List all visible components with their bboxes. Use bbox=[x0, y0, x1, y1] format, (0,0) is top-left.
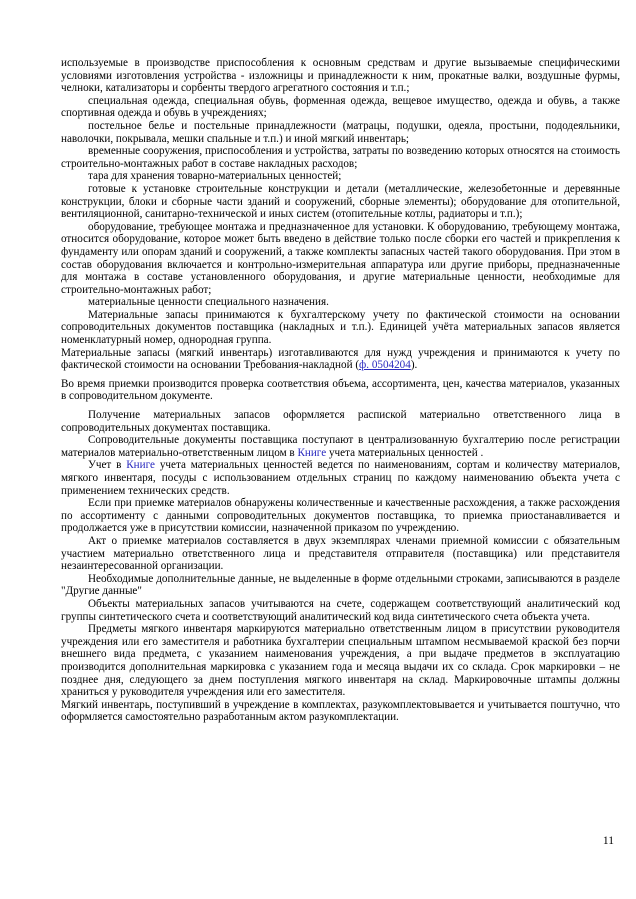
form-0504204-link[interactable]: ф. 0504204 bbox=[359, 359, 411, 372]
paragraph-soft-inventory-text: Материальные запасы (мягкий инвентарь) изготавливаются для нужд учреждения и принимаются к учету по фактической стоимости на основании Требования-накладной ( bbox=[61, 346, 620, 372]
paragraph-1: используемые в производстве приспособления к основным средствам и другие вызываемые специфическими условиями изготовления устройства - изложницы и принадлежности к ним, прокатные валки, воздушные фурмы, челноки, катализаторы и сорбенты твердого агрегатного состояния и т.п.; bbox=[61, 57, 620, 95]
paragraph-supplier-documents bbox=[61, 434, 620, 459]
paragraph-decomposition: Мягкий инвентарь, поступивший в учреждение в комплектах, разукомплектовывается и учитывается поштучно, что оформляется самостоятельно разработанным актом разукомплектации. bbox=[61, 698, 620, 724]
paragraph-marking: Предметы мягкого инвентаря маркируются материально ответственным лицом в присутствии руководителя учреждения или его заместителя и работника бухгалтерии специальным штампом несмываемой краской без порчи внешнего вида предмета, с указанием наименования учреждения, а при выдаче предметов в эксплуатацию производится дополнительная маркировка с указанием года и месяца выдачи их со склада. Срок маркировки – не позднее дня, следующего за днем поступления мягкого инвентаря на склад. Маркировочные штампы должны храниться у руководителя учреждения или его заместителя. bbox=[61, 623, 620, 699]
paragraph-receipt: Получение материальных запасов оформляется распиской материально ответственного лица в сопроводительных документах поставщика. bbox=[61, 409, 620, 434]
paragraph-bedding: постельное белье и постельные принадлежности (матрацы, подушки, одеяла, простыни, пододеяльники, наволочки, покрывала, мешки спальные и т.п.) и иной мягкий инвентарь; bbox=[61, 119, 620, 145]
paragraph-soft-inventory-tail: ). bbox=[410, 359, 418, 372]
paragraph-book-accounting bbox=[61, 459, 620, 497]
paragraph-temporary-structures: временные сооружения, приспособления и устройства, затраты по возведению которых относятся на стоимость строительно-монтажных работ в составе накладных расходов; bbox=[61, 145, 620, 170]
paragraph-analytical-code: Объекты материальных запасов учитываются на счете, содержащем соответствующий аналитический код группы синтетического счета и соответствующий аналитический код вида синтетического счета объекта учета. bbox=[61, 597, 620, 623]
paragraph-accounting-cost: Материальные запасы принимаются к бухгалтерскому учету по фактической стоимости на основании сопроводительных документов поставщика (накладных и т.п.). Единицей учёта материальных запасов является номенклатурный номер, однородная группа. bbox=[61, 308, 620, 347]
paragraph-containers: тара для хранения товарно-материальных ценностей; bbox=[88, 170, 342, 183]
book-link-2[interactable]: Книге bbox=[126, 459, 155, 472]
paragraph-building-structures: готовые к установке строительные конструкции и детали (металлические, железобетонные и деревянные конструкции, блоки и сборные части зданий и сооружений, сборные элементы); оборудование для отопительной, вентиляционной, санитарно-технической и иных систем (отопительные котлы, радиаторы и т.п.); bbox=[61, 182, 620, 221]
paragraph-soft-inventory bbox=[61, 347, 620, 372]
paragraph-book-accounting-start: Учет в bbox=[88, 459, 127, 472]
paragraph-discrepancies: Если при приемке материалов обнаружены количественные и качественные расхождения, а также расхождения по ассортименту с данными сопроводительных документов поставщика, то приемка приостанавливается и продолжается уже в присутствии комиссии, назначенной приказом по учреждению. bbox=[61, 497, 620, 535]
paragraph-special-clothing: специальная одежда, специальная обувь, форменная одежда, вещевое имущество, одежда и обувь, а также спортивная одежда и обувь в учреждениях; bbox=[61, 94, 620, 120]
paragraph-equipment-mounting: оборудование, требующее монтажа и предназначенное для установки. К оборудованию, требующему монтажа, относится оборудование, которое может быть введено в действие только после сборки его частей и прикрепления к фундаменту или опорам зданий и сооружений, а также комплекты запасных частей такого оборудования. При этом в состав оборудования включается и контрольно-измерительная аппаратура или другие приборы, предназначенные для монтажа в составе установленного оборудования, и другие материальные ценности, необходимые для строительно-монтажных работ; bbox=[61, 220, 620, 296]
paragraph-acceptance-check: Во время приемки производится проверка соответствия объема, ассортимента, цен, качества материалов, указанных в сопроводительном документе. bbox=[61, 377, 620, 403]
book-link[interactable]: Книге bbox=[297, 446, 327, 459]
paragraph-book-accounting-text: учета материальных ценностей ведется по наименованиям, сортам и количеству материалов, мягкого инвентаря, посуды с использованием отдельных страниц по каждому наименованию объекта учета с применением технических средств. bbox=[61, 459, 621, 497]
paragraph-supplier-documents-text: Сопроводительные документы поставщика поступают в централизованную бухгалтерию после регистрации материалов материально-ответственным лицом в bbox=[61, 434, 620, 459]
paragraph-additional-data: Необходимые дополнительные данные, не выделенные в форме отдельными строками, записываются в разделе "Другие данные" bbox=[61, 572, 620, 598]
paragraph-supplier-documents-tail: учета материальных ценностей . bbox=[326, 446, 484, 459]
page-number: 11 bbox=[602, 835, 614, 847]
document-body bbox=[61, 57, 620, 724]
paragraph-special-purpose: материальные ценности специального назначения. bbox=[88, 296, 329, 309]
paragraph-acceptance-act: Акт о приемке материалов составляется в двух экземплярах членами приемной комиссии с обязательным участием материально ответственного лица и представителя отправителя (поставщика) или представителя незаинтересованной организации. bbox=[61, 534, 620, 573]
